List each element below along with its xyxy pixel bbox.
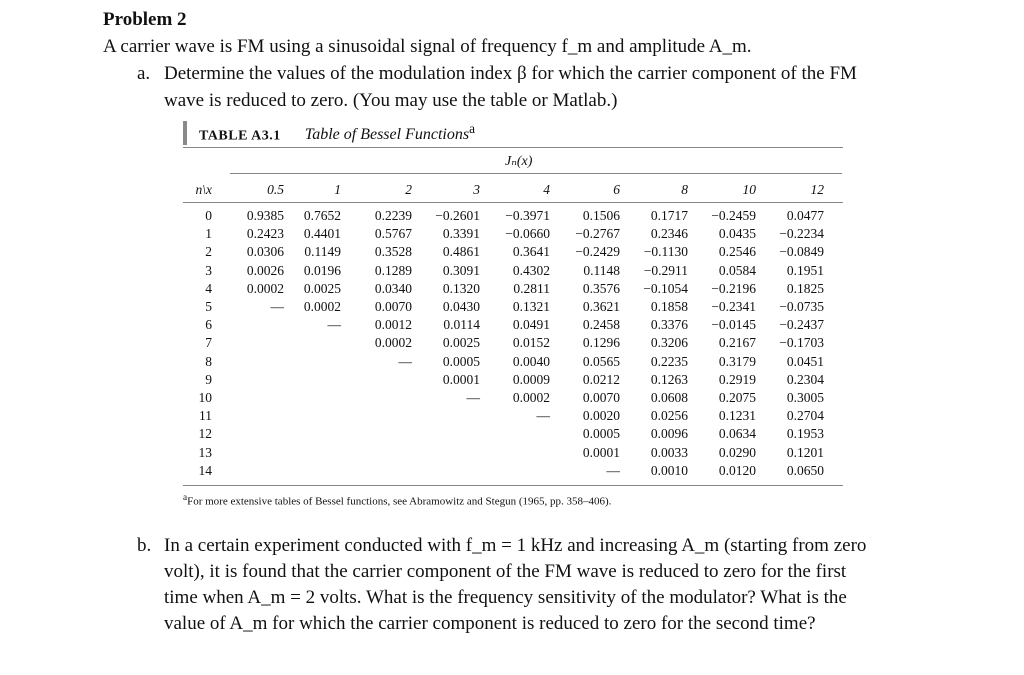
table-cell: 0.4302 bbox=[512, 262, 550, 278]
table-cell: 0.0114 bbox=[443, 317, 480, 333]
table-cell: 0.0002 bbox=[374, 335, 412, 351]
footnote-text: For more extensive tables of Bessel functions, see Abramowitz and Stegun (1965, pp. 358–406). bbox=[187, 495, 612, 508]
table-title: Table of Bessel Functions bbox=[304, 126, 470, 144]
table-cell: 0.1320 bbox=[442, 280, 480, 296]
table-cell: 0.0001 bbox=[582, 444, 620, 460]
table-cell: 0.0012 bbox=[374, 317, 412, 333]
table-cell: −0.2429 bbox=[575, 244, 620, 260]
table-cell: 0.1148 bbox=[583, 262, 620, 278]
table-corner-label: n\x bbox=[195, 182, 212, 197]
table-cell: −0.2601 bbox=[435, 208, 480, 223]
table-group-rule bbox=[230, 173, 842, 174]
part-b-text-line3: time when A_m = 2 volts. What is the frequency sensitivity of the modulator? What is the bbox=[164, 587, 847, 608]
table-cell: 0.2704 bbox=[786, 408, 824, 424]
table-cell: 0.1231 bbox=[718, 408, 756, 424]
table-row-n: 14 bbox=[198, 462, 212, 478]
table-cell: 0.1321 bbox=[512, 299, 550, 314]
table-cell: 0.1149 bbox=[304, 244, 341, 260]
table-row-n: 4 bbox=[205, 280, 212, 296]
table-cell: 0.0477 bbox=[786, 208, 824, 223]
table-cell: 0.0634 bbox=[718, 426, 756, 442]
table-cell: −0.2459 bbox=[711, 208, 756, 223]
table-row-n: 11 bbox=[199, 408, 212, 424]
table-cell: 0.4401 bbox=[303, 226, 341, 242]
table-cell: −0.0145 bbox=[711, 317, 756, 333]
table-group-header: Jₙ(x) bbox=[505, 154, 533, 169]
table-col-header-x: 10 bbox=[742, 182, 756, 197]
table-cell: 0.3641 bbox=[512, 244, 550, 260]
part-b-text-line4: value of A_m for which the carrier component is reduced to zero for the second time? bbox=[164, 613, 816, 634]
table-cell: 0.0435 bbox=[718, 226, 756, 242]
table-cell: 0.0491 bbox=[512, 317, 550, 333]
table-header-rule bbox=[183, 202, 843, 203]
table-cell: 0.2167 bbox=[718, 335, 756, 351]
table-cell: — bbox=[398, 353, 412, 369]
table-cell: 0.3576 bbox=[582, 280, 620, 296]
table-cell: — bbox=[606, 462, 620, 478]
table-row-n: 6 bbox=[205, 317, 212, 333]
table-cell: 0.2423 bbox=[246, 226, 284, 242]
table-cell: 0.7652 bbox=[303, 208, 341, 223]
table-cell: 0.0196 bbox=[303, 262, 341, 278]
table-cell: 0.0070 bbox=[374, 299, 412, 314]
table-cell: 0.0306 bbox=[246, 244, 284, 260]
table-cell: 0.0020 bbox=[582, 408, 620, 424]
table-cell: 0.0002 bbox=[303, 299, 341, 314]
table-col-header-x: 2 bbox=[405, 182, 412, 197]
table-cell: 0.0212 bbox=[582, 371, 620, 387]
table-cell: 0.0010 bbox=[650, 462, 688, 478]
table-cell: 0.1289 bbox=[374, 262, 412, 278]
table-cell: −0.2234 bbox=[779, 226, 824, 242]
part-b-text-line2: volt), it is found that the carrier component of the FM wave is reduced to zero for the first bbox=[164, 561, 847, 582]
table-cell: — bbox=[536, 408, 550, 424]
footnote-mark: a bbox=[183, 492, 188, 502]
table-cell: −0.1054 bbox=[643, 280, 688, 296]
table-cell: 0.1296 bbox=[582, 335, 620, 351]
table-cell: −0.0849 bbox=[779, 244, 824, 260]
table-cell: 0.1825 bbox=[786, 280, 824, 296]
table-cell: 0.1506 bbox=[582, 208, 620, 223]
problem-intro: A carrier wave is FM using a sinusoidal signal of frequency f_m and amplitude A_m. bbox=[103, 36, 752, 57]
table-row-n: 12 bbox=[198, 426, 212, 442]
table-row-n: 13 bbox=[198, 444, 212, 460]
table-row-n: 7 bbox=[205, 335, 212, 351]
table-cell: −0.3971 bbox=[505, 208, 550, 223]
part-b-marker: b. bbox=[137, 535, 152, 556]
table-row-n: 0 bbox=[205, 208, 212, 223]
table-cell: 0.1953 bbox=[786, 426, 824, 442]
table-cell: 0.0070 bbox=[582, 390, 620, 405]
table-cell: −0.2341 bbox=[711, 299, 756, 314]
table-cell: 0.2546 bbox=[718, 244, 756, 260]
table-top-rule bbox=[183, 147, 843, 148]
table-cell: 0.2811 bbox=[513, 280, 550, 296]
table-cell: — bbox=[270, 299, 284, 314]
table-cell: −0.1703 bbox=[779, 335, 824, 351]
table-row-n: 9 bbox=[205, 371, 212, 387]
table-cell: 0.0430 bbox=[442, 299, 480, 314]
table-cell: 0.0040 bbox=[512, 353, 550, 369]
table-cell: −0.2767 bbox=[575, 226, 620, 242]
table-cell: 0.0096 bbox=[650, 426, 688, 442]
table-cell: 0.3179 bbox=[718, 353, 756, 369]
table-row-n: 3 bbox=[205, 262, 212, 278]
table-cell: 0.5767 bbox=[374, 226, 412, 242]
table-cell: −0.2911 bbox=[643, 262, 688, 278]
table-row-n: 2 bbox=[205, 244, 212, 260]
table-cell: 0.0650 bbox=[786, 462, 824, 478]
table-bottom-rule bbox=[183, 485, 843, 486]
table-cell: 0.3206 bbox=[650, 335, 688, 351]
table-cell: 0.2075 bbox=[718, 390, 756, 405]
table-col-header-x: 3 bbox=[473, 182, 480, 197]
table-cell: — bbox=[327, 317, 341, 333]
table-cell: 0.3391 bbox=[442, 226, 480, 242]
table-cell: 0.0025 bbox=[442, 335, 480, 351]
table-col-header-x: 12 bbox=[810, 182, 824, 197]
part-a-text-line2: wave is reduced to zero. (You may use the table or Matlab.) bbox=[164, 90, 618, 111]
table-caption bbox=[183, 121, 475, 145]
table-cell: 0.0565 bbox=[582, 353, 620, 369]
table-cell: −0.0660 bbox=[505, 226, 550, 242]
table-cell: 0.0152 bbox=[512, 335, 550, 351]
table-cell: 0.3621 bbox=[582, 299, 620, 314]
table-row-n: 10 bbox=[198, 390, 212, 405]
table-col-header-x: 1 bbox=[334, 182, 341, 197]
table-cell: 0.1951 bbox=[786, 262, 824, 278]
table-cell: 0.1201 bbox=[786, 444, 824, 460]
table-cell: 0.0009 bbox=[512, 371, 550, 387]
table-cell: — bbox=[466, 390, 480, 405]
table-cell: 0.0026 bbox=[246, 262, 284, 278]
table-cell: 0.1717 bbox=[650, 208, 688, 223]
table-cell: −0.2196 bbox=[711, 280, 756, 296]
table-cell: 0.0120 bbox=[718, 462, 756, 478]
table-col-header-x: 8 bbox=[681, 182, 688, 197]
table-label: TABLE A3.1 bbox=[199, 128, 281, 144]
table-cell: 0.0451 bbox=[786, 353, 824, 369]
table-cell: 0.2919 bbox=[718, 371, 756, 387]
table-col-header-x: 6 bbox=[613, 182, 620, 197]
table-cell: 0.3091 bbox=[442, 262, 480, 278]
table-cell: 0.0005 bbox=[582, 426, 620, 442]
part-b-text-line1: In a certain experiment conducted with f_m = 1 kHz and increasing A_m (starting from zero bbox=[164, 535, 867, 556]
table-cell: 0.0340 bbox=[374, 280, 412, 296]
table-cell: 0.0025 bbox=[303, 280, 341, 296]
table-row-n: 1 bbox=[205, 226, 212, 242]
table-cell: 0.3528 bbox=[374, 244, 412, 260]
table-cell: 0.0608 bbox=[650, 390, 688, 405]
table-cell: 0.3005 bbox=[786, 390, 824, 405]
table-row-n: 8 bbox=[205, 353, 212, 369]
table-cell: 0.3376 bbox=[650, 317, 688, 333]
table-cell: 0.2346 bbox=[650, 226, 688, 242]
table-cell: 0.0005 bbox=[442, 353, 480, 369]
table-row-n: 5 bbox=[205, 299, 212, 314]
table-cell: 0.1263 bbox=[650, 371, 688, 387]
part-a-marker: a. bbox=[137, 63, 151, 84]
table-cell: 0.2239 bbox=[374, 208, 412, 223]
table-cell: 0.0001 bbox=[442, 371, 480, 387]
table-col-header-x: 4 bbox=[543, 182, 550, 197]
table-footnote bbox=[183, 492, 611, 508]
table-cell: 0.0256 bbox=[650, 408, 688, 424]
table-cell: −0.1130 bbox=[643, 244, 688, 260]
table-cell: 0.0290 bbox=[718, 444, 756, 460]
table-cell: 0.9385 bbox=[246, 208, 284, 223]
table-cell: −0.2437 bbox=[779, 317, 824, 333]
table-col-header-x: 0.5 bbox=[267, 182, 284, 197]
table-cell: 0.2235 bbox=[650, 353, 688, 369]
table-cell: 0.2458 bbox=[582, 317, 620, 333]
table-cell: 0.0002 bbox=[246, 280, 284, 296]
part-a-text-line1: Determine the values of the modulation index β for which the carrier component of the FM bbox=[164, 63, 857, 84]
table-cell: 0.1858 bbox=[650, 299, 688, 314]
table-cell: 0.4861 bbox=[442, 244, 480, 260]
table-cell: 0.0002 bbox=[512, 390, 550, 405]
problem-title: Problem 2 bbox=[103, 9, 187, 30]
table-cell: 0.0584 bbox=[718, 262, 756, 278]
table-cell: 0.2304 bbox=[786, 371, 824, 387]
table-cell: 0.0033 bbox=[650, 444, 688, 460]
table-cell: −0.0735 bbox=[779, 299, 824, 314]
table-title-footnote-mark: a bbox=[469, 121, 475, 136]
